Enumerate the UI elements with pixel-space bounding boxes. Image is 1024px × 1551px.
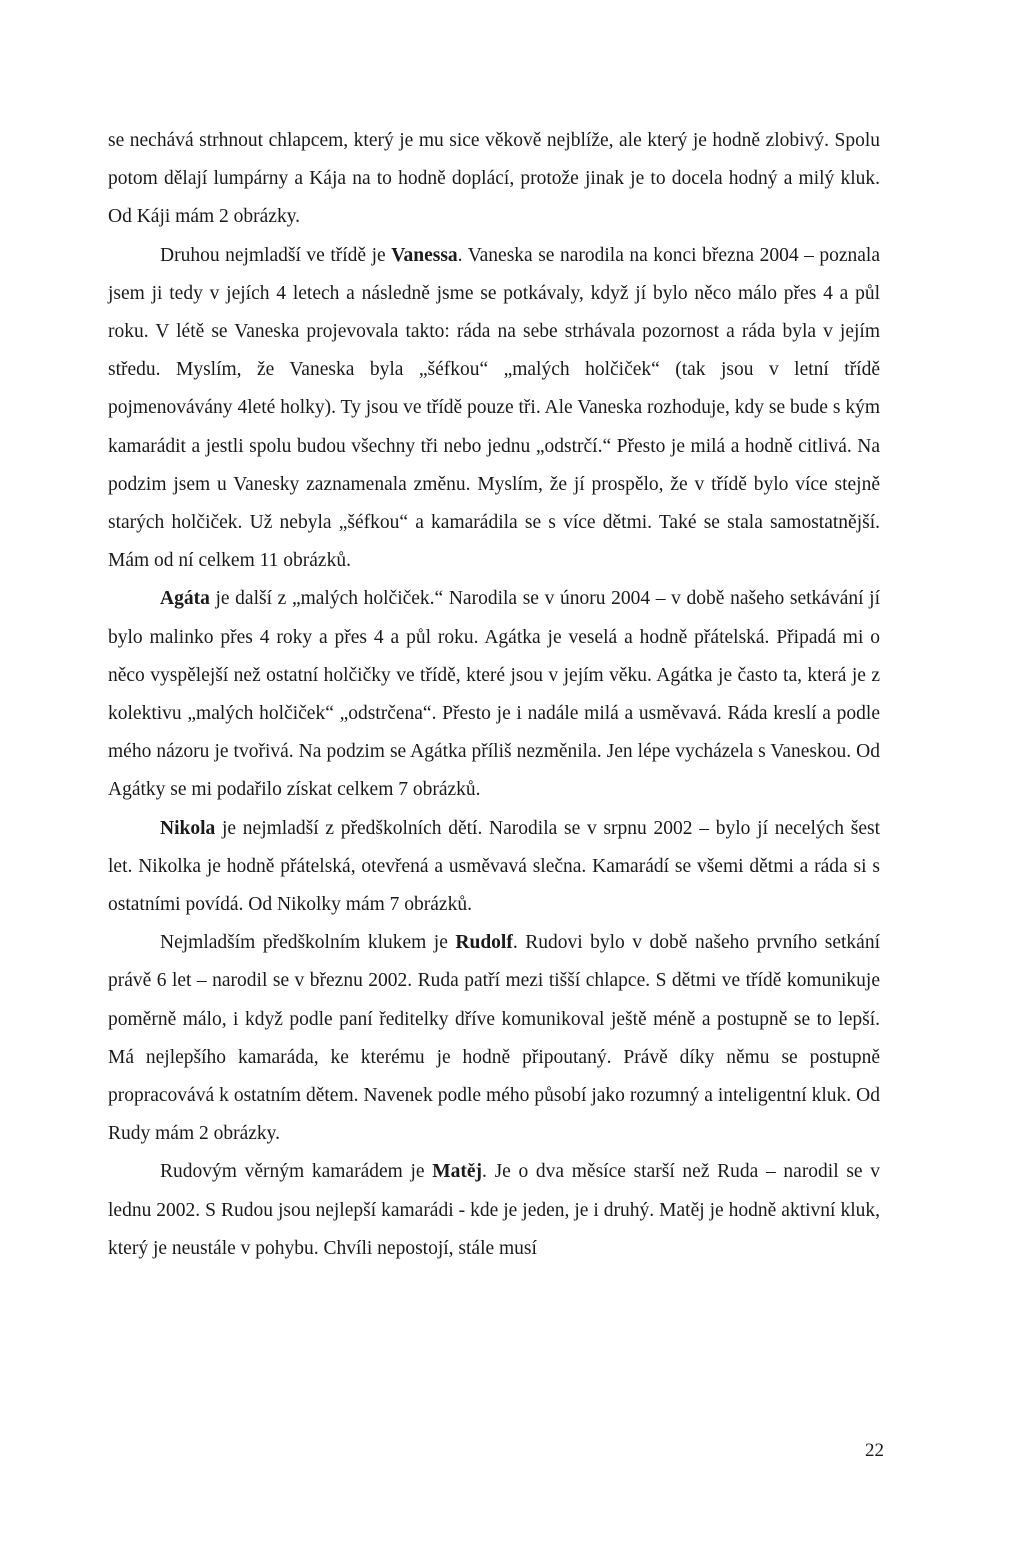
child-name-agata: Agáta [160, 588, 210, 610]
paragraph-rudolf [108, 924, 880, 1153]
child-name-rudolf: Rudolf [455, 932, 513, 954]
paragraph-text: je nejmladší z předškolních dětí. Narodila se v srpnu 2002 – bylo jí necelých šest let. Nikolka je hodně přátelská, otevřená a usměvavá slečna. Kamarádí se všemi dětmi a ráda si s ostatními povídá. Od Nikolky mám 7 obrázků. [108, 817, 880, 916]
paragraph-vanessa [108, 237, 880, 581]
body-text [108, 122, 880, 1268]
paragraph-text: . Rudovi bylo v době našeho prvního setkání právě 6 let – narodil se v březnu 2002. Ruda patří mezi tišší chlapce. S dětmi ve třídě komunikuje poměrně málo, i když podle paní ředitelky dříve komunikoval ještě méně a postupně se to lepší. Má nejlepšího kamaráda, ke kterému je hodně připoutaný. Právě díky němu se postupně propracovává k ostatním dětem. Navenek podle mého působí jako rozumný a inteligentní kluk. Od Rudy mám 2 obrázky. [108, 932, 881, 1145]
paragraph-text: . Vaneska se narodila na konci března 2004 – poznala jsem ji tedy v jejích 4 letech a následně jsme se potkávaly, když jí bylo něco málo přes 4 a půl roku. V létě se Vaneska projevovala takto: ráda na sebe strhávala pozornost a ráda byla v jejím středu. Myslím, že Vaneska byla „šéfkou“ „malých holčiček“ (tak jsou v letní třídě pojmenovávány 4leté holky). Ty jsou ve třídě pouze tři. Ale Vaneska rozhoduje, kdy se bude s kým kamarádit a jestli spolu budou všechny tři nebo jednu „odstrčí.“ Přesto je milá a hodně citlivá. Na podzim jsem u Vanesky zaznamenala změnu. Myslím, že jí prospělo, že v třídě bylo více stejně starých holčiček. Už nebyla „šéfkou“ a kamarádila se s více dětmi. Také se stala samostatnější. Mám od ní celkem 11 obrázků. [108, 244, 881, 572]
paragraph-nikola [108, 810, 880, 925]
child-name-matej: Matěj [432, 1161, 483, 1183]
paragraph-text: Nejmladším předškolním klukem je [160, 932, 456, 954]
paragraph-matej [108, 1153, 880, 1268]
paragraph-agata [108, 580, 880, 809]
child-name-vanessa: Vanessa [391, 244, 458, 266]
child-name-nikola: Nikola [160, 817, 216, 839]
page-number: 22 [865, 1440, 884, 1461]
paragraph-text: Druhou nejmladší ve třídě je [160, 244, 392, 266]
paragraph-text: . Je o dva měsíce starší než Ruda – narodil se v lednu 2002. S Rudou jsou nejlepší kamarádi - kde je jeden, je i druhý. Matěj je hodně aktivní kluk, který je neustále v pohybu. Chvíli nepostojí, stále musí [108, 1161, 880, 1259]
paragraph-text: se nechává strhnout chlapcem, který je mu sice věkově nejblíže, ale který je hodně zlobivý. Spolu potom dělají lumpárny a Kája na to hodně doplácí, protože jinak je to docela hodný a milý kluk. Od Káji mám 2 obrázky. [108, 130, 880, 228]
paragraph-kaja-continuation [108, 122, 880, 237]
paragraph-text: Rudovým věrným kamarádem je [160, 1161, 433, 1183]
paragraph-text: je další z „malých holčiček.“ Narodila se v únoru 2004 – v době našeho setkávání jí bylo malinko přes 4 roky a přes 4 a půl roku. Agátka je veselá a hodně přátelská. Připadá mi o něco vyspělejší než ostatní holčičky ve třídě, které jsou v jejím věku. Agátka je často ta, která je z kolektivu „malých holčiček“ „odstrčena“. Přesto je i nadále milá a usměvavá. Ráda kreslí a podle mého názoru je tvořivá. Na podzim se Agátka příliš nezměnila. Jen lépe vycházela s Vaneskou. Od Agátky se mi podařilo získat celkem 7 obrázků. [108, 588, 880, 801]
